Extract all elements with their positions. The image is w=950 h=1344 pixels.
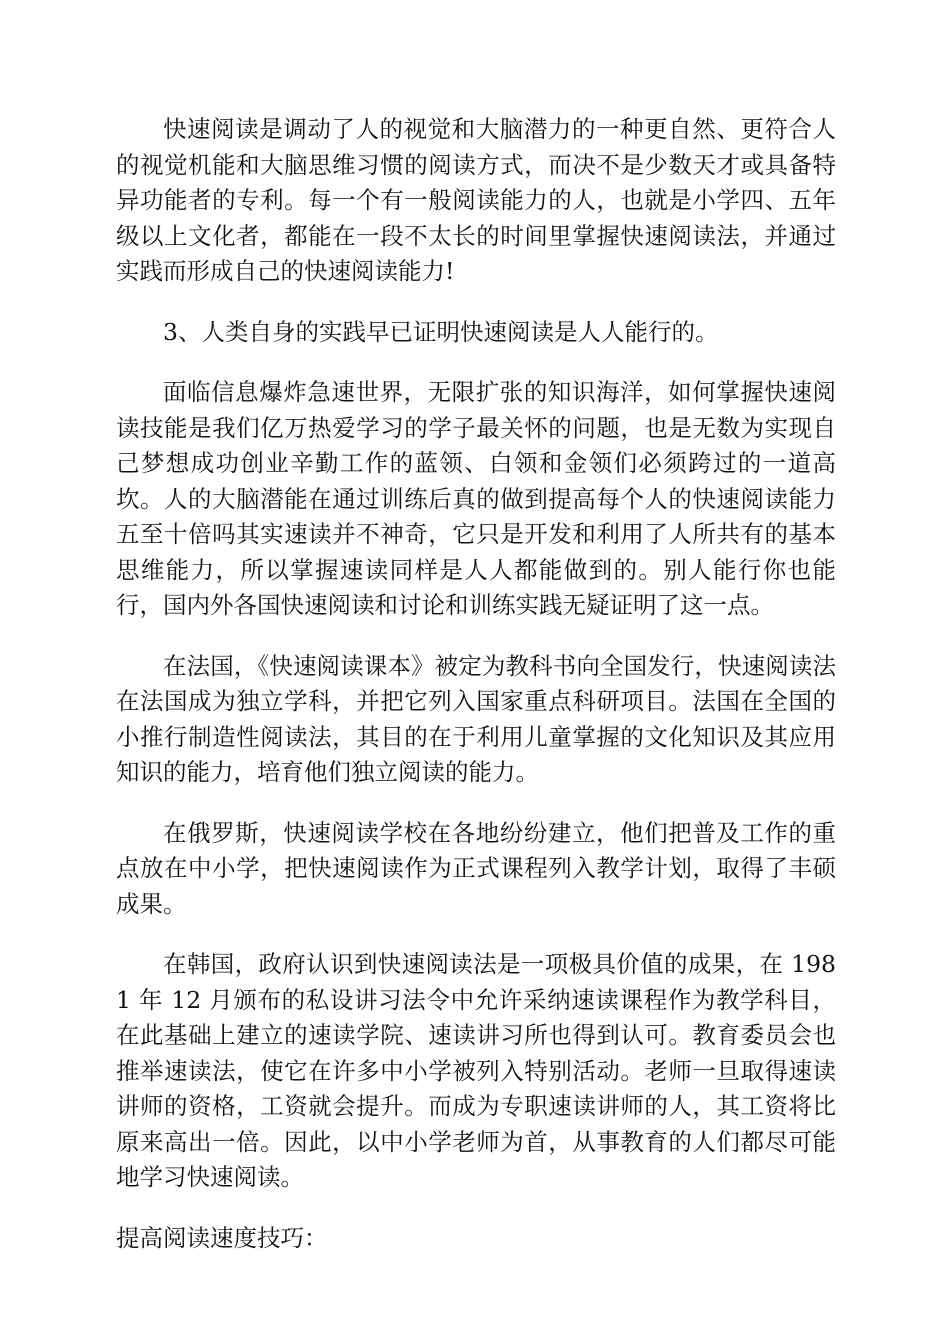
paragraph-information-explosion: 面临信息爆炸急速世界，无限扩张的知识海洋，如何掌握快速阅读技能是我们亿万热爱学习的学子最关怀的问题，也是无数为实现自己梦想成功创业辛勤工作的蓝领、白领和金领们必须跨过的一道高坎。人的大脑潜能在通过训练后真的做到提高每个人的快速阅读能力五至十倍吗其实速读并不神奇，它只是开发和利用了人所共有的基本思维能力，所以掌握速读同样是人人都能做到的。别人能行你也能行，国内外各国快速阅读和讨论和训练实践无疑证明了这一点。 [116, 378, 836, 619]
paragraph-france: 在法国，《快速阅读课本》被定为教科书向全国发行，快速阅读法在法国成为独立学科，并把它列入国家重点科研项目。法国在全国的小推行制造性阅读法，其目的在于利用儿童掌握的文化知识及其应用知识的能力，培育他们独立阅读的能力。 [116, 651, 836, 786]
paragraph-korea: 在韩国，政府认识到快速阅读法是一项极具价值的成果，在 1981 年 12 月颁布的私设讲习法令中允许采纳速读课程作为教学科目，在此基础上建立的速读学院、速读讲习所也得到认可。教育委员会也推举速读法，使它在许多中小学被列入特别活动。老师一旦取得速读讲师的资格，工资就会提升。而成为专职速读讲师的人，其工资将比原来高出一倍。因此，以中小学老师为首，从事教育的人们都尽可能地学习快速阅读。 [116, 950, 836, 1191]
section-heading-reading-speed-tips: 提高阅读速度技巧： [116, 1223, 328, 1252]
paragraph-speed-reading-nature: 快速阅读是调动了人的视觉和大脑潜力的一种更自然、更符合人的视觉机能和大脑思维习惯的阅读方式，而决不是少数天才或具备特异功能者的专利。每一个有一般阅读能力的人，也就是小学四、五年级以上文化者，都能在一段不太长的时间里掌握快速阅读法，并通过实践而形成自己的快速阅读能力! [116, 115, 836, 285]
paragraph-russia: 在俄罗斯，快速阅读学校在各地纷纷建立，他们把普及工作的重点放在中小学，把快速阅读作为正式课程列入教学计划，取得了丰硕成果。 [116, 818, 836, 918]
paragraph-point-3-heading: 3、人类自身的实践早已证明快速阅读是人人能行的。 [163, 317, 719, 346]
document-body [116, 112, 836, 1281]
